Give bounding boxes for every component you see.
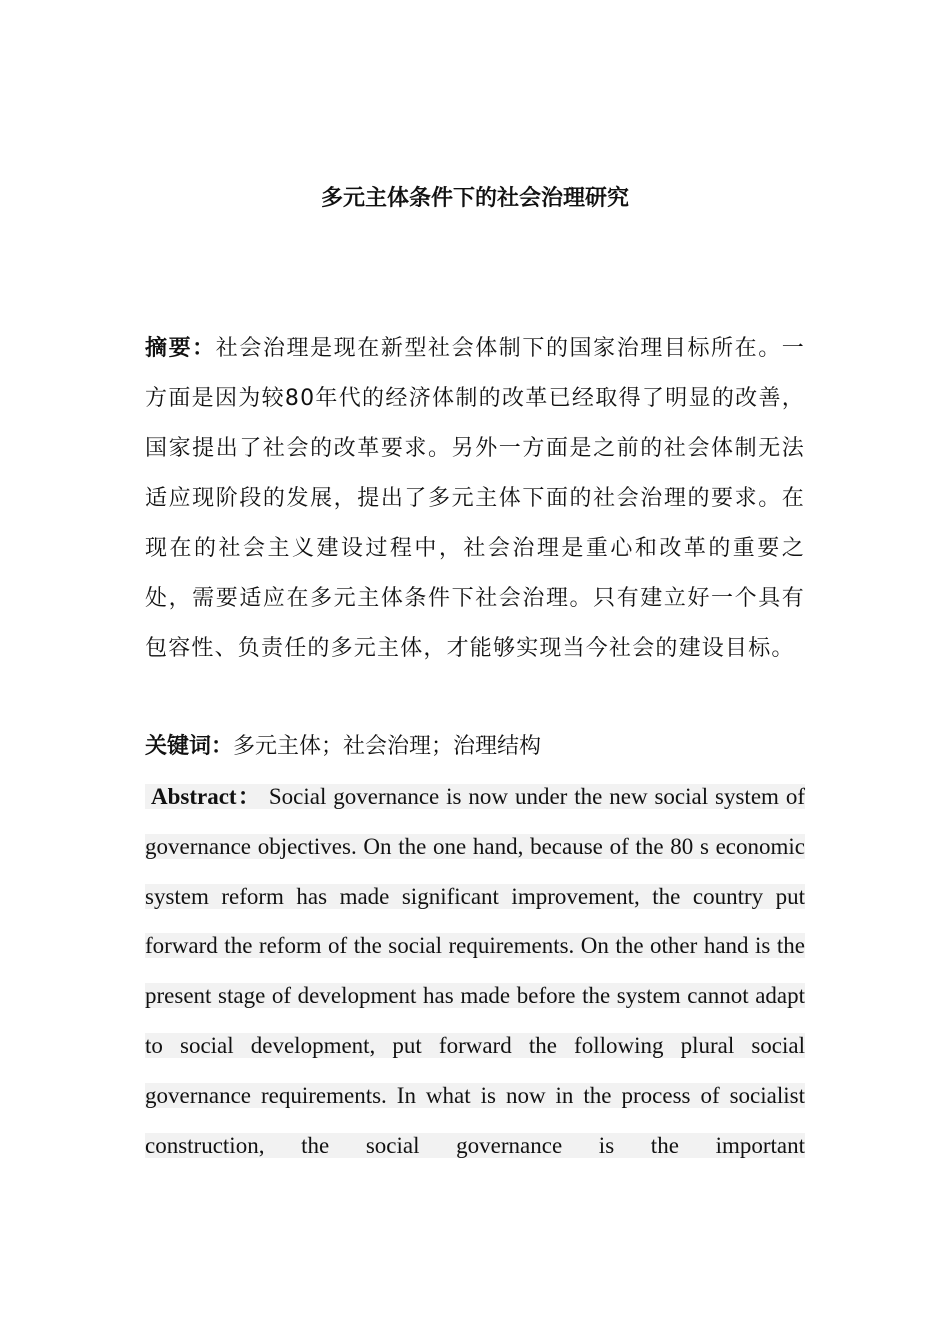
abstract-en-text: Social governance is now under the new social system of governance objectives. On the one hand, because of the 80 s economic system reform has made significant improvement, the country put forward the reform of the social requirements. On the other hand is the present stage of development has made before the system cannot adapt to social development, put forward the following plural social governance requirements. In what is now in the process of socialist construction, the social governance is the important [145, 784, 805, 1158]
keywords [145, 722, 805, 772]
abstract-zh-text: 社会治理是现在新型社会体制下的国家治理目标所在。一方面是因为较80年代的经济体制的改革已经取得了明显的改善，国家提出了社会的改革要求。另外一方面是之前的社会体制无法适应现阶段的发展，提出了多元主体下面的社会治理的要求。在现在的社会主义建设过程中，社会治理是重心和改革的重要之处，需要适应在多元主体条件下社会治理。只有建立好一个具有包容性、负责任的多元主体，才能够实现当今社会的建设目标。 [145, 336, 805, 661]
keywords-text: 多元主体；社会治理；治理结构 [233, 734, 542, 759]
keywords-label: 关键词： [145, 734, 234, 759]
abstract-en-label: Abstract： [151, 784, 262, 809]
document-title: 多元主体条件下的社会治理研究 [320, 186, 629, 211]
abstract-en [145, 772, 805, 1170]
abstract-zh [145, 324, 805, 674]
abstract-zh-label: 摘要： [145, 336, 216, 361]
